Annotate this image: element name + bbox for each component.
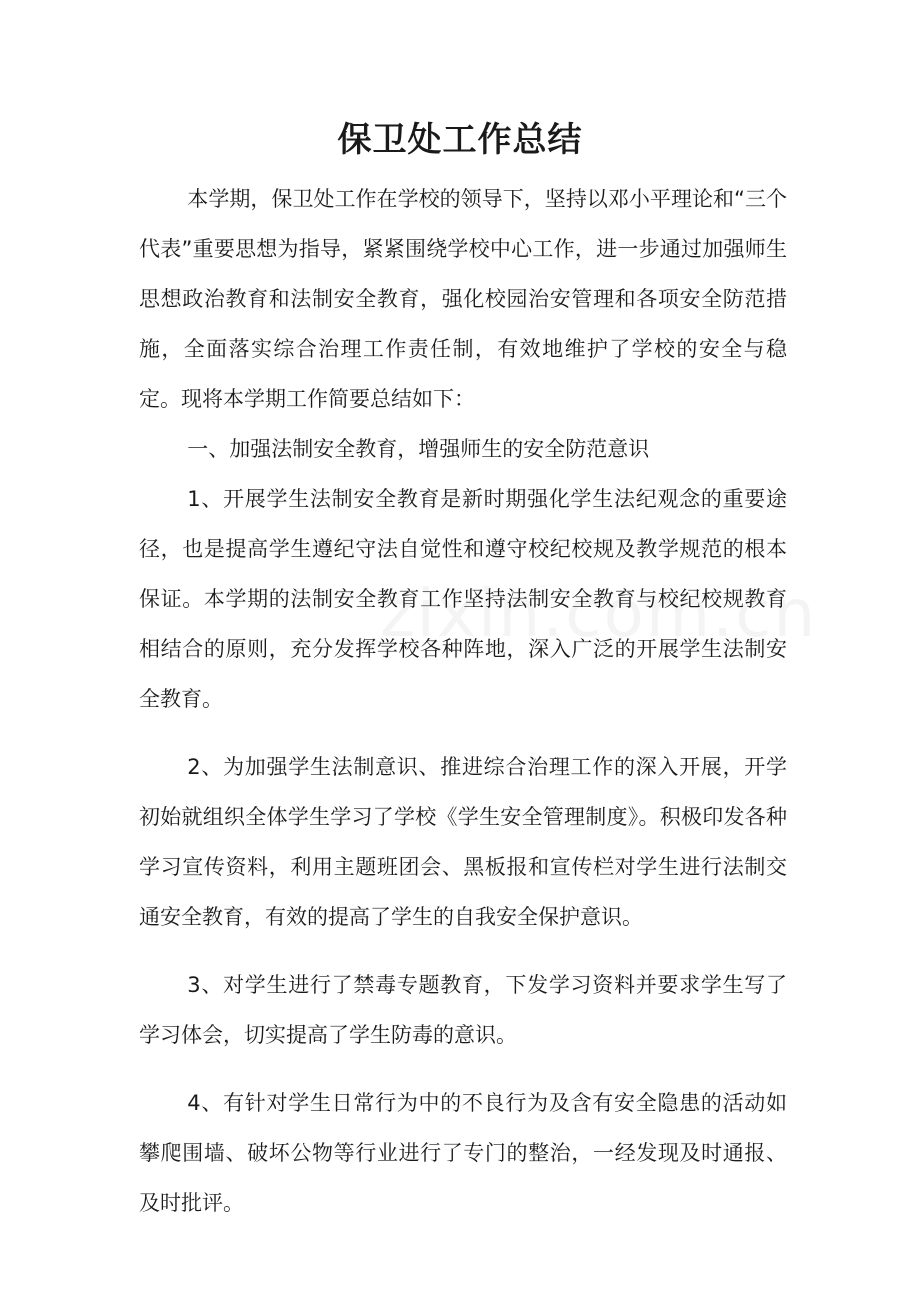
paragraph-item-1: 1、开展学生法制安全教育是新时期强化学生法纪观念的重要途径，也是提高学生遵纪守法自觉性和遵守校纪校规及教学规范的根本保证。本学期的法制安全教育工作坚持法制安全教育与校纪校规教育相结合的原则，充分发挥学校各种阵地，深入广泛的开展学生法制安全教育。 <box>139 487 787 711</box>
paragraph-intro: 本学期，保卫处工作在学校的领导下，坚持以邓小平理论和“三个代表”重要思想为指导，紧紧围绕学校中心工作，进一步通过加强师生思想政治教育和法制安全教育，强化校园治安管理和各项安全防范措施，全面落实综合治理工作责任制，有效地维护了学校的安全与稳定。现将本学期工作简要总结如下： <box>139 187 787 411</box>
paragraph-item-4: 4、有针对学生日常行为中的不良行为及含有安全隐患的活动如攀爬围墙、破坏公物等行业进行了专门的整治，一经发现及时通报、及时批评。 <box>139 1091 787 1215</box>
paragraph-item-3: 3、对学生进行了禁毒专题教育，下发学习资料并要求学生写了学习体会，切实提高了学生防毒的意识。 <box>139 973 787 1047</box>
section-heading-1: 一、加强法制安全教育，增强师生的安全防范意识 <box>187 437 650 461</box>
paragraph-item-2: 2、为加强学生法制意识、推进综合治理工作的深入开展，开学初始就组织全体学生学习了学校《学生安全管理制度》。积极印发各种学习宣传资料，利用主题班团会、黑板报和宣传栏对学生进行法制交通安全教育，有效的提高了学生的自我安全保护意识。 <box>139 755 787 929</box>
document-title: 保卫处工作总结 <box>337 120 583 160</box>
document-body <box>139 174 787 1228</box>
